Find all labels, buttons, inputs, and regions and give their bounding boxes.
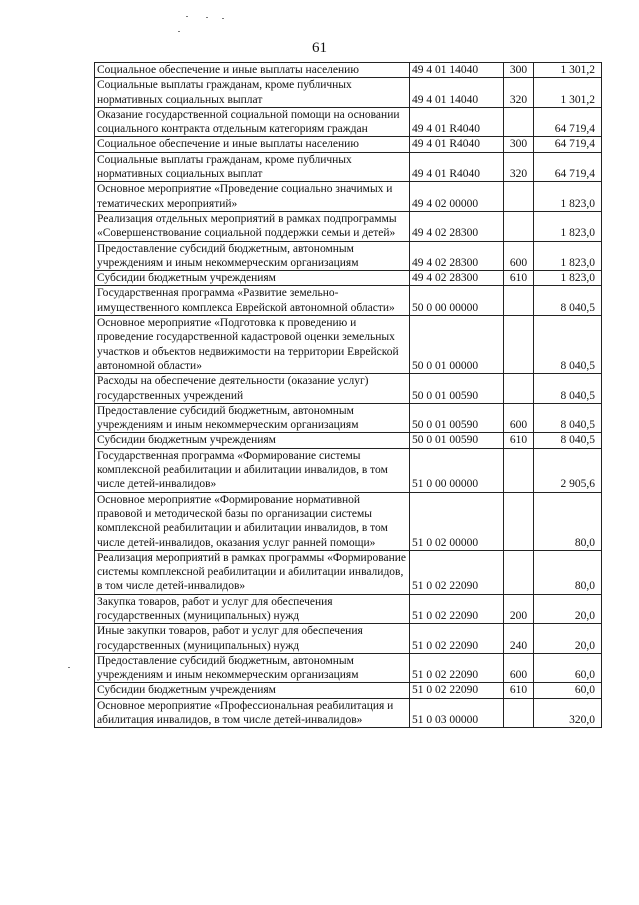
row-name-cell: Государственная программа «Развитие земельно-имущественного комплекса Еврейской автономной области» [95, 286, 410, 316]
row-code-cell: 50 0 01 00590 [410, 433, 504, 448]
row-code-cell: 50 0 01 00000 [410, 316, 504, 374]
row-expense-type-cell [504, 107, 534, 137]
row-expense-type-cell [504, 286, 534, 316]
row-code-cell: 51 0 02 22090 [410, 624, 504, 654]
row-amount-cell: 80,0 [534, 550, 602, 594]
table-row [95, 286, 602, 316]
row-expense-type-cell [504, 492, 534, 550]
row-expense-type-cell [504, 448, 534, 492]
row-expense-type-cell [504, 698, 534, 728]
row-code-cell: 51 0 02 22090 [410, 550, 504, 594]
row-expense-type-cell: 300 [504, 137, 534, 152]
table-row [95, 433, 602, 448]
budget-table [94, 62, 602, 728]
row-amount-cell: 1 823,0 [534, 241, 602, 271]
scan-speck [68, 667, 70, 668]
row-code-cell: 51 0 02 22090 [410, 594, 504, 624]
table-row [95, 107, 602, 137]
table-row [95, 594, 602, 624]
row-amount-cell: 1 301,2 [534, 78, 602, 108]
table-row [95, 448, 602, 492]
row-code-cell: 49 4 01 R4040 [410, 137, 504, 152]
row-expense-type-cell [504, 550, 534, 594]
row-amount-cell: 8 040,5 [534, 433, 602, 448]
row-name-cell: Основное мероприятие «Профессиональная реабилитация и абилитация инвалидов, в том числе детей-инвалидов» [95, 698, 410, 728]
row-name-cell: Государственная программа «Формирование системы комплексной реабилитации и абилитации инвалидов, в том числе детей-инвалидов» [95, 448, 410, 492]
row-code-cell: 49 4 02 28300 [410, 211, 504, 241]
scan-speck [186, 16, 188, 17]
row-name-cell: Социальные выплаты гражданам, кроме публичных нормативных социальных выплат [95, 152, 410, 182]
table-row [95, 137, 602, 152]
row-expense-type-cell: 610 [504, 683, 534, 698]
table-row [95, 63, 602, 78]
row-expense-type-cell [504, 211, 534, 241]
table-row [95, 316, 602, 374]
row-code-cell: 49 4 02 00000 [410, 182, 504, 212]
row-name-cell: Расходы на обеспечение деятельности (оказание услуг) государственных учреждений [95, 374, 410, 404]
row-amount-cell: 64 719,4 [534, 107, 602, 137]
row-expense-type-cell: 200 [504, 594, 534, 624]
row-name-cell: Предоставление субсидий бюджетным, автономным учреждениям и иным некоммерческим организациям [95, 403, 410, 433]
row-amount-cell: 20,0 [534, 594, 602, 624]
table-row [95, 241, 602, 271]
row-code-cell: 49 4 01 R4040 [410, 107, 504, 137]
table-row [95, 624, 602, 654]
row-name-cell: Закупка товаров, работ и услуг для обеспечения государственных (муниципальных) нужд [95, 594, 410, 624]
row-code-cell: 51 0 00 00000 [410, 448, 504, 492]
row-amount-cell: 64 719,4 [534, 152, 602, 182]
row-amount-cell: 320,0 [534, 698, 602, 728]
row-amount-cell: 2 905,6 [534, 448, 602, 492]
row-name-cell: Социальное обеспечение и иные выплаты населению [95, 137, 410, 152]
row-name-cell: Основное мероприятие «Подготовка к проведению и проведение государственной кадастровой оценки земельных участков и объектов недвижимости на территории Еврейской автономной области» [95, 316, 410, 374]
row-amount-cell: 64 719,4 [534, 137, 602, 152]
table-row [95, 403, 602, 433]
row-amount-cell: 1 823,0 [534, 182, 602, 212]
table-row [95, 683, 602, 698]
table-row [95, 152, 602, 182]
row-name-cell: Субсидии бюджетным учреждениям [95, 433, 410, 448]
table-row [95, 698, 602, 728]
row-code-cell: 49 4 01 14040 [410, 63, 504, 78]
row-code-cell: 50 0 01 00590 [410, 403, 504, 433]
row-name-cell: Иные закупки товаров, работ и услуг для обеспечения государственных (муниципальных) нужд [95, 624, 410, 654]
row-expense-type-cell: 600 [504, 403, 534, 433]
table-row [95, 271, 602, 286]
row-code-cell: 50 0 01 00590 [410, 374, 504, 404]
row-code-cell: 51 0 02 22090 [410, 653, 504, 683]
row-expense-type-cell: 240 [504, 624, 534, 654]
row-expense-type-cell: 610 [504, 433, 534, 448]
row-expense-type-cell: 600 [504, 653, 534, 683]
scan-speck [222, 18, 224, 19]
row-code-cell: 49 4 01 R4040 [410, 152, 504, 182]
row-amount-cell: 60,0 [534, 653, 602, 683]
row-amount-cell: 20,0 [534, 624, 602, 654]
row-code-cell: 51 0 03 00000 [410, 698, 504, 728]
row-name-cell: Предоставление субсидий бюджетным, автономным учреждениям и иным некоммерческим организациям [95, 653, 410, 683]
row-amount-cell: 1 301,2 [534, 63, 602, 78]
row-name-cell: Реализация отдельных мероприятий в рамках подпрограммы «Совершенствование социальной поддержки семьи и детей» [95, 211, 410, 241]
row-name-cell: Субсидии бюджетным учреждениям [95, 683, 410, 698]
row-amount-cell: 8 040,5 [534, 286, 602, 316]
table-row [95, 550, 602, 594]
row-name-cell: Социальное обеспечение и иные выплаты населению [95, 63, 410, 78]
scan-speck [206, 17, 208, 18]
row-name-cell: Предоставление субсидий бюджетным, автономным учреждениям и иным некоммерческим организациям [95, 241, 410, 271]
row-name-cell: Основное мероприятие «Проведение социально значимых и тематических мероприятий» [95, 182, 410, 212]
row-amount-cell: 8 040,5 [534, 403, 602, 433]
table-body [95, 63, 602, 728]
row-code-cell: 51 0 02 22090 [410, 683, 504, 698]
row-name-cell: Реализация мероприятий в рамках программы «Формирование системы комплексной реабилитации и абилитации инвалидов, в том числе детей-инвалидов» [95, 550, 410, 594]
row-amount-cell: 1 823,0 [534, 271, 602, 286]
row-name-cell: Основное мероприятие «Формирование нормативной правовой и методической базы по организации системы комплексной реабилитации и абилитации инвалидов, в том числе детей-инвалидов, оказания услуг ранней помощи» [95, 492, 410, 550]
table-row [95, 78, 602, 108]
table-row [95, 182, 602, 212]
row-expense-type-cell: 300 [504, 63, 534, 78]
scan-speck [178, 31, 180, 32]
row-expense-type-cell: 320 [504, 78, 534, 108]
row-expense-type-cell [504, 182, 534, 212]
row-expense-type-cell [504, 316, 534, 374]
row-name-cell: Субсидии бюджетным учреждениям [95, 271, 410, 286]
row-amount-cell: 1 823,0 [534, 211, 602, 241]
row-name-cell: Социальные выплаты гражданам, кроме публичных нормативных социальных выплат [95, 78, 410, 108]
table-row [95, 211, 602, 241]
row-expense-type-cell: 610 [504, 271, 534, 286]
row-code-cell: 50 0 00 00000 [410, 286, 504, 316]
row-amount-cell: 8 040,5 [534, 374, 602, 404]
row-amount-cell: 60,0 [534, 683, 602, 698]
row-expense-type-cell: 600 [504, 241, 534, 271]
row-expense-type-cell [504, 374, 534, 404]
row-expense-type-cell: 320 [504, 152, 534, 182]
row-name-cell: Оказание государственной социальной помощи на основании социального контракта отдельным категориям граждан [95, 107, 410, 137]
row-code-cell: 49 4 02 28300 [410, 241, 504, 271]
row-amount-cell: 8 040,5 [534, 316, 602, 374]
table-row [95, 374, 602, 404]
row-amount-cell: 80,0 [534, 492, 602, 550]
row-code-cell: 51 0 02 00000 [410, 492, 504, 550]
table-row [95, 492, 602, 550]
row-code-cell: 49 4 01 14040 [410, 78, 504, 108]
page-number: 61 [312, 40, 327, 56]
table-row [95, 653, 602, 683]
row-code-cell: 49 4 02 28300 [410, 271, 504, 286]
